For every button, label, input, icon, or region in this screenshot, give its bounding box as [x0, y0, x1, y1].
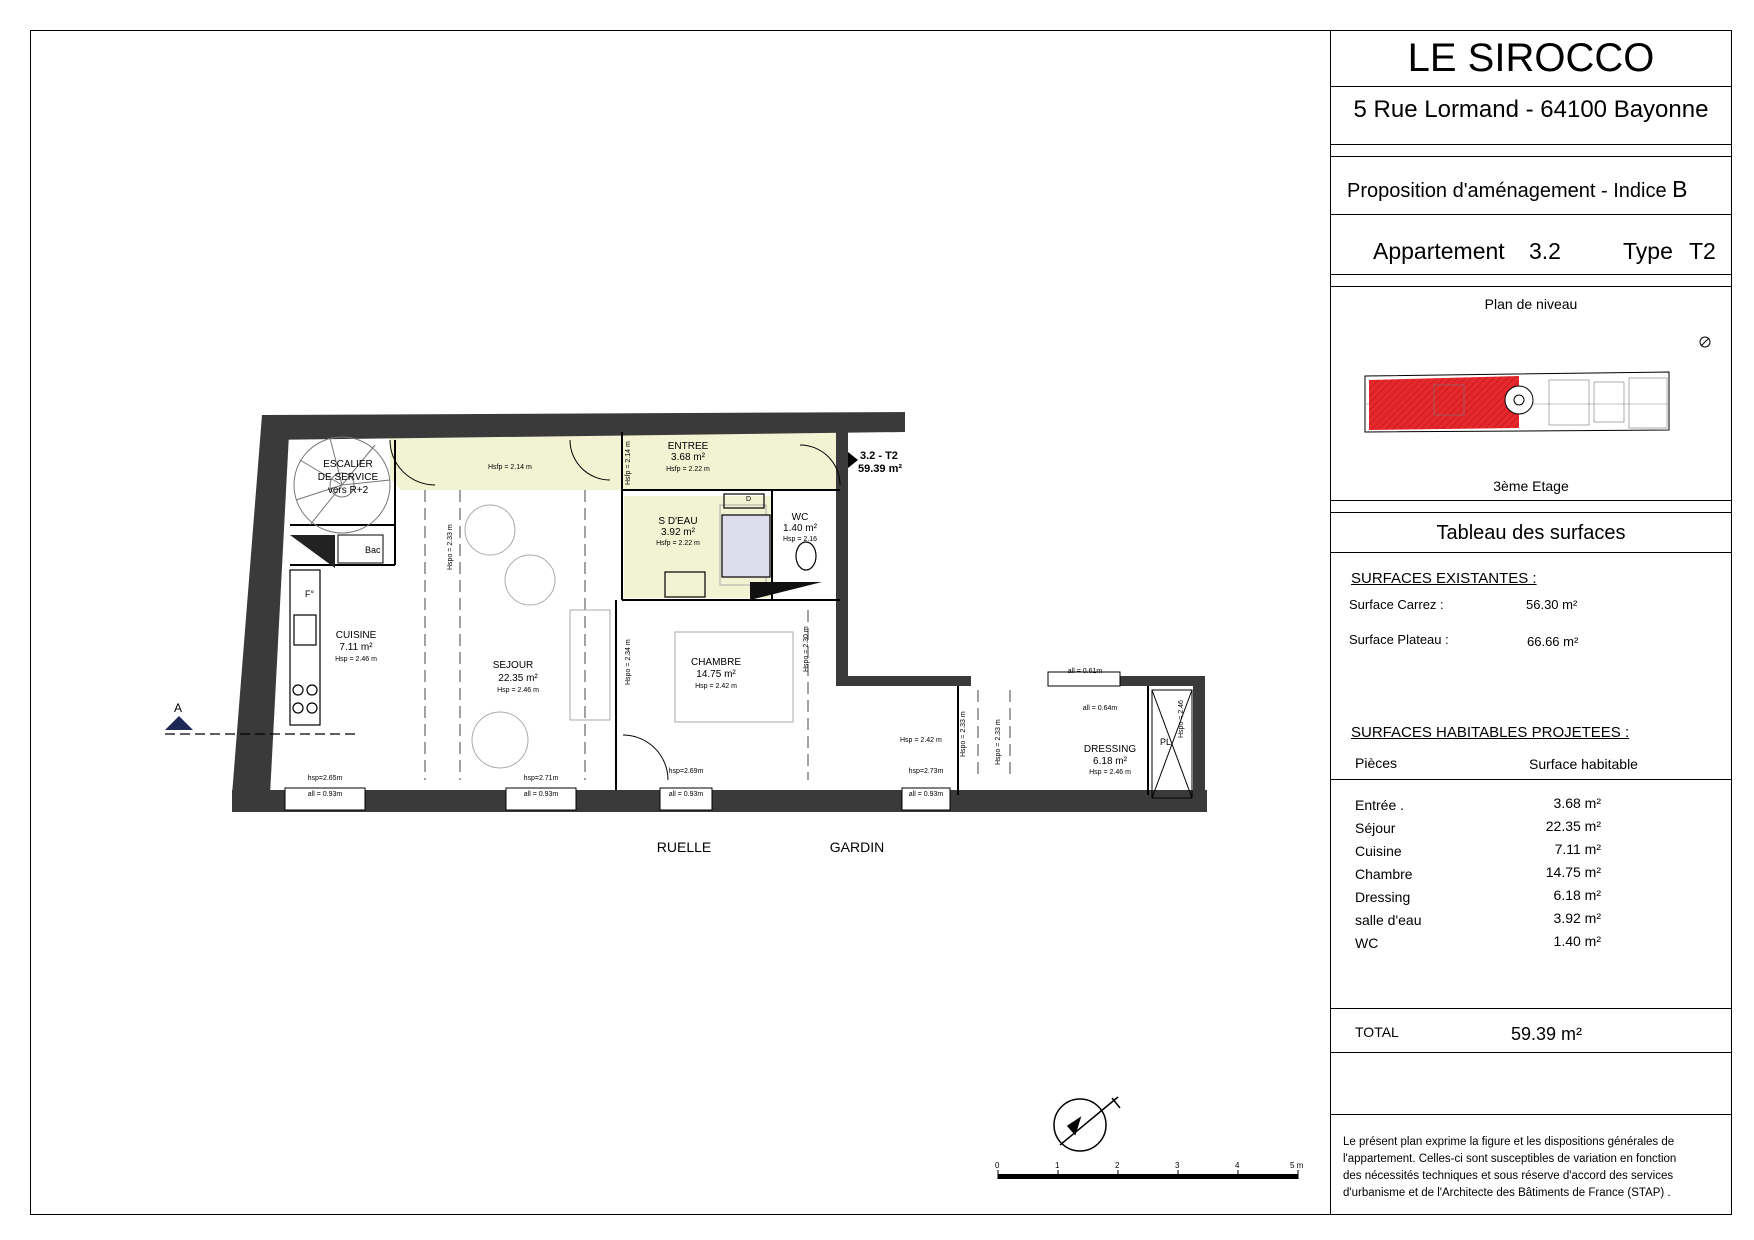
bathroom-shaft [750, 582, 822, 600]
placard-label: PL [1160, 737, 1172, 747]
row-area-5: 3.92 m² [1553, 910, 1601, 926]
window-label-9: all = 0.64m [1082, 705, 1118, 712]
height-5: Hsp = 2.42 m [900, 737, 942, 744]
row-room-0: Entrée . [1355, 797, 1405, 813]
row-area-6: 1.40 m² [1553, 933, 1601, 949]
existing-heading: SURFACES EXISTANTES : [1351, 570, 1537, 587]
north-arrow-icon [1054, 1097, 1120, 1151]
proposal-label: Proposition d'aménagement - Indice [1347, 180, 1667, 202]
scale-tick-2: 2 [1115, 1161, 1120, 1170]
floor-label: 3ème Etage [1493, 478, 1569, 494]
section-marker-label: A [174, 701, 183, 715]
carrez-value: 56.30 m² [1526, 597, 1578, 612]
bac-label: Bac [365, 545, 381, 555]
chambre-area: 14.75 m² [696, 669, 736, 680]
fridge-label: F° [305, 589, 315, 599]
row-area-1: 22.35 m² [1545, 818, 1601, 834]
scale-ticks [995, 1161, 1304, 1170]
type-label: Type [1623, 238, 1673, 264]
row-room-5: salle d'eau [1355, 912, 1422, 928]
level-plan-label: Plan de niveau [1484, 296, 1578, 312]
total-value: 59.39 m² [1511, 1024, 1583, 1044]
window-label-2: hsp=2.71m [523, 775, 559, 782]
row-room-1: Séjour [1355, 820, 1396, 836]
wc-name: WC [791, 512, 809, 523]
window-label-8: all = 0.61m [1067, 668, 1103, 675]
apartment-label: Appartement [1373, 238, 1505, 264]
sdeau-area: 3.92 m² [661, 527, 695, 538]
window-label-5: all = 0.93m [668, 791, 704, 798]
disclaimer-line-3: d'urbanisme et de l'Architecte des Bâtiments de France (STAP) . [1343, 1187, 1671, 1199]
cuisine-height: Hsp = 2.46 m [335, 656, 377, 663]
unit-tag: 3.2 - T2 [860, 450, 898, 462]
key-plan [1339, 320, 1725, 470]
scale-tick-5: 5 m [1290, 1161, 1304, 1170]
scale-tick-0: 0 [995, 1161, 1000, 1170]
col-area: Surface habitable [1529, 756, 1638, 772]
height-1: Hsfp = 2.14 m [625, 441, 632, 485]
row-area-4: 6.18 m² [1553, 887, 1601, 903]
sejour-area: 22.35 m² [498, 673, 538, 684]
carrez-label: Surface Carrez : [1349, 597, 1444, 612]
plateau-label: Surface Plateau : [1349, 632, 1449, 647]
unit-tag-arrow [848, 452, 858, 468]
cuisine-area: 7.11 m² [339, 642, 373, 653]
entree-area: 3.68 m² [671, 452, 705, 463]
disclaimer-line-2: des nécessités techniques et sous réserve d'accord des services [1343, 1170, 1674, 1182]
row-area-0: 3.68 m² [1553, 795, 1601, 811]
apartment-number: 3.2 [1529, 238, 1561, 264]
projected-heading: SURFACES HABITABLES PROJETEES : [1351, 724, 1630, 741]
garden-label: GARDIN [829, 839, 885, 855]
row-room-6: WC [1355, 935, 1379, 951]
escalier-line2: DE SERVICE [317, 472, 379, 483]
chambre-height: Hsp = 2.42 m [695, 683, 737, 690]
row-area-2: 7.11 m² [1554, 841, 1601, 857]
dressing-height: Hsp = 2.46 m [1089, 769, 1131, 776]
disclaimer [1343, 1134, 1676, 1202]
window-label-4: hsp=2.69m [668, 768, 704, 775]
sejour-name: SEJOUR [492, 660, 534, 671]
row-room-2: Cuisine [1355, 843, 1402, 859]
scale-tick-1: 1 [1055, 1161, 1060, 1170]
total-label: TOTAL [1355, 1024, 1399, 1040]
proposal-index: B [1672, 176, 1688, 202]
scale-bar [998, 1170, 1298, 1179]
wc-height: Hsp = 2.16 [782, 536, 818, 543]
window-label-1: all = 0.93m [307, 791, 343, 798]
entree-height: Hsfp = 2.22 m [666, 466, 710, 473]
entree-name: ENTREE [667, 441, 709, 452]
dressing-name: DRESSING [1083, 744, 1137, 755]
chambre-name: CHAMBRE [690, 657, 742, 668]
room-labels [318, 441, 1137, 776]
scale-tick-4: 4 [1235, 1161, 1240, 1170]
row-room-3: Chambre [1355, 866, 1413, 882]
type-value: T2 [1689, 238, 1716, 264]
title-block [1330, 30, 1732, 1215]
proposal [1347, 176, 1687, 203]
plateau-value: 66.66 m² [1527, 634, 1579, 649]
entry-corridor-zone [390, 432, 840, 490]
window-label-6: hsp=2.73m [908, 768, 944, 775]
disclaimer-line-0: Le présent plan exprime la figure et les dispositions générales de [1343, 1136, 1675, 1148]
window-label-7: all = 0.93m [908, 791, 944, 798]
escalier-line3: vers R+2 [327, 485, 369, 496]
project-name: LE SIROCCO [1407, 36, 1655, 80]
douche-label: D [746, 496, 752, 503]
row-room-4: Dressing [1355, 889, 1411, 905]
height-2: Hspo = 2.33 m [447, 524, 454, 570]
sdeau-name: S D'EAU [658, 516, 698, 527]
unit-area: 59.39 m² [858, 463, 903, 475]
street-label: RUELLE [656, 839, 712, 855]
address: 5 Rue Lormand - 64100 Bayonne [1353, 96, 1709, 123]
escalier-line1: ESCALIER [323, 459, 373, 470]
wc-area: 1.40 m² [783, 523, 817, 534]
height-3: Hspo = 2.34 m [625, 639, 632, 685]
height-7: Hspo = 2.33 m [995, 719, 1002, 765]
kitchen-shaft [290, 535, 335, 568]
height-0: Hsfp = 2.14 m [488, 464, 532, 471]
height-4: Hspo = 2.30 m [803, 626, 810, 672]
height-8: Hspo = 2.46 [1178, 700, 1185, 738]
window-label-3: all = 0.93m [523, 791, 559, 798]
sejour-height: Hsp = 2.46 m [497, 687, 539, 694]
height-6: Hspo = 2.33 m [960, 711, 967, 757]
cuisine-name: CUISINE [335, 630, 377, 641]
table-title: Tableau des surfaces [1436, 522, 1626, 544]
dressing-area: 6.18 m² [1093, 756, 1127, 767]
col-room: Pièces [1355, 755, 1398, 771]
placard [1152, 690, 1192, 798]
sdeau-height: Hsfp = 2.22 m [656, 540, 700, 547]
scale-tick-3: 3 [1175, 1161, 1180, 1170]
disclaimer-line-1: l'appartement. Celles-ci sont susceptibles de variation en fonction [1343, 1153, 1677, 1165]
key-plan-highlight [1369, 376, 1519, 430]
row-area-3: 14.75 m² [1545, 864, 1601, 880]
window-label-0: hsp=2.65m [307, 775, 343, 782]
